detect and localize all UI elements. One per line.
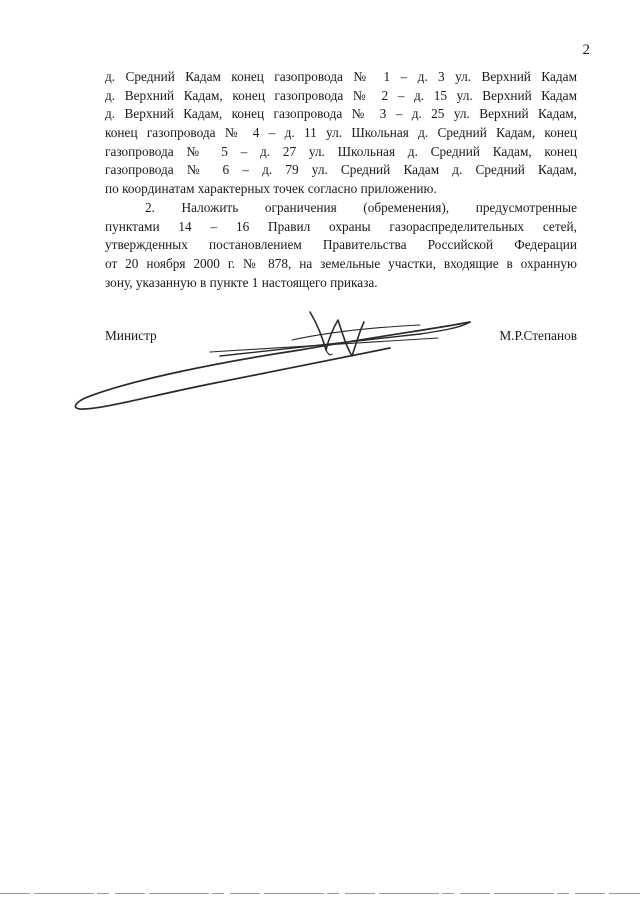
paragraph-2: [105, 199, 577, 292]
paragraph-2-line: от 20 ноября 2000 г. № 878, на земельные участки, входящие в охранную: [105, 255, 577, 271]
handwritten-signature: [60, 300, 500, 420]
paragraph-1-line: газопровода № 5 – д. 27 ул. Школьная д. Средний Кадам, конец: [105, 143, 577, 159]
paragraph-1: [105, 68, 577, 199]
paragraph-1-line: газопровода № 6 – д. 79 ул. Средний Кадам д. Средний Кадам,: [105, 162, 577, 178]
signatory-title: Министр: [105, 328, 157, 343]
paragraph-2-line: пунктами 14 – 16 Правил охраны газораспределительных сетей,: [105, 218, 577, 234]
paragraph-2-line: 2. Наложить ограничения (обременения), предусмотренные: [145, 199, 577, 215]
page-bottom-edge: [0, 893, 640, 894]
page-number: 2: [582, 42, 590, 58]
document-body: [105, 68, 577, 292]
paragraph-1-line: д. Средний Кадам конец газопровода № 1 – д. 3 ул. Верхний Кадам: [105, 69, 577, 84]
signatory-name: М.Р.Степанов: [499, 328, 577, 343]
paragraph-1-line: конец газопровода № 4 – д. 11 ул. Школьная д. Средний Кадам, конец: [105, 125, 577, 141]
paragraph-1-line: д. Верхний Кадам, конец газопровода № 3 – д. 25 ул. Верхний Кадам,: [105, 106, 577, 122]
paragraph-2-line: зону, указанную в пункте 1 настоящего приказа.: [105, 274, 378, 290]
paragraph-2-line: утвержденных постановлением Правительства Российской Федерации: [105, 237, 577, 253]
paragraph-1-line: по координатам характерных точек согласно приложению.: [105, 181, 437, 197]
paragraph-1-line: д. Верхний Кадам, конец газопровода № 2 – д. 15 ул. Верхний Кадам: [105, 87, 577, 103]
